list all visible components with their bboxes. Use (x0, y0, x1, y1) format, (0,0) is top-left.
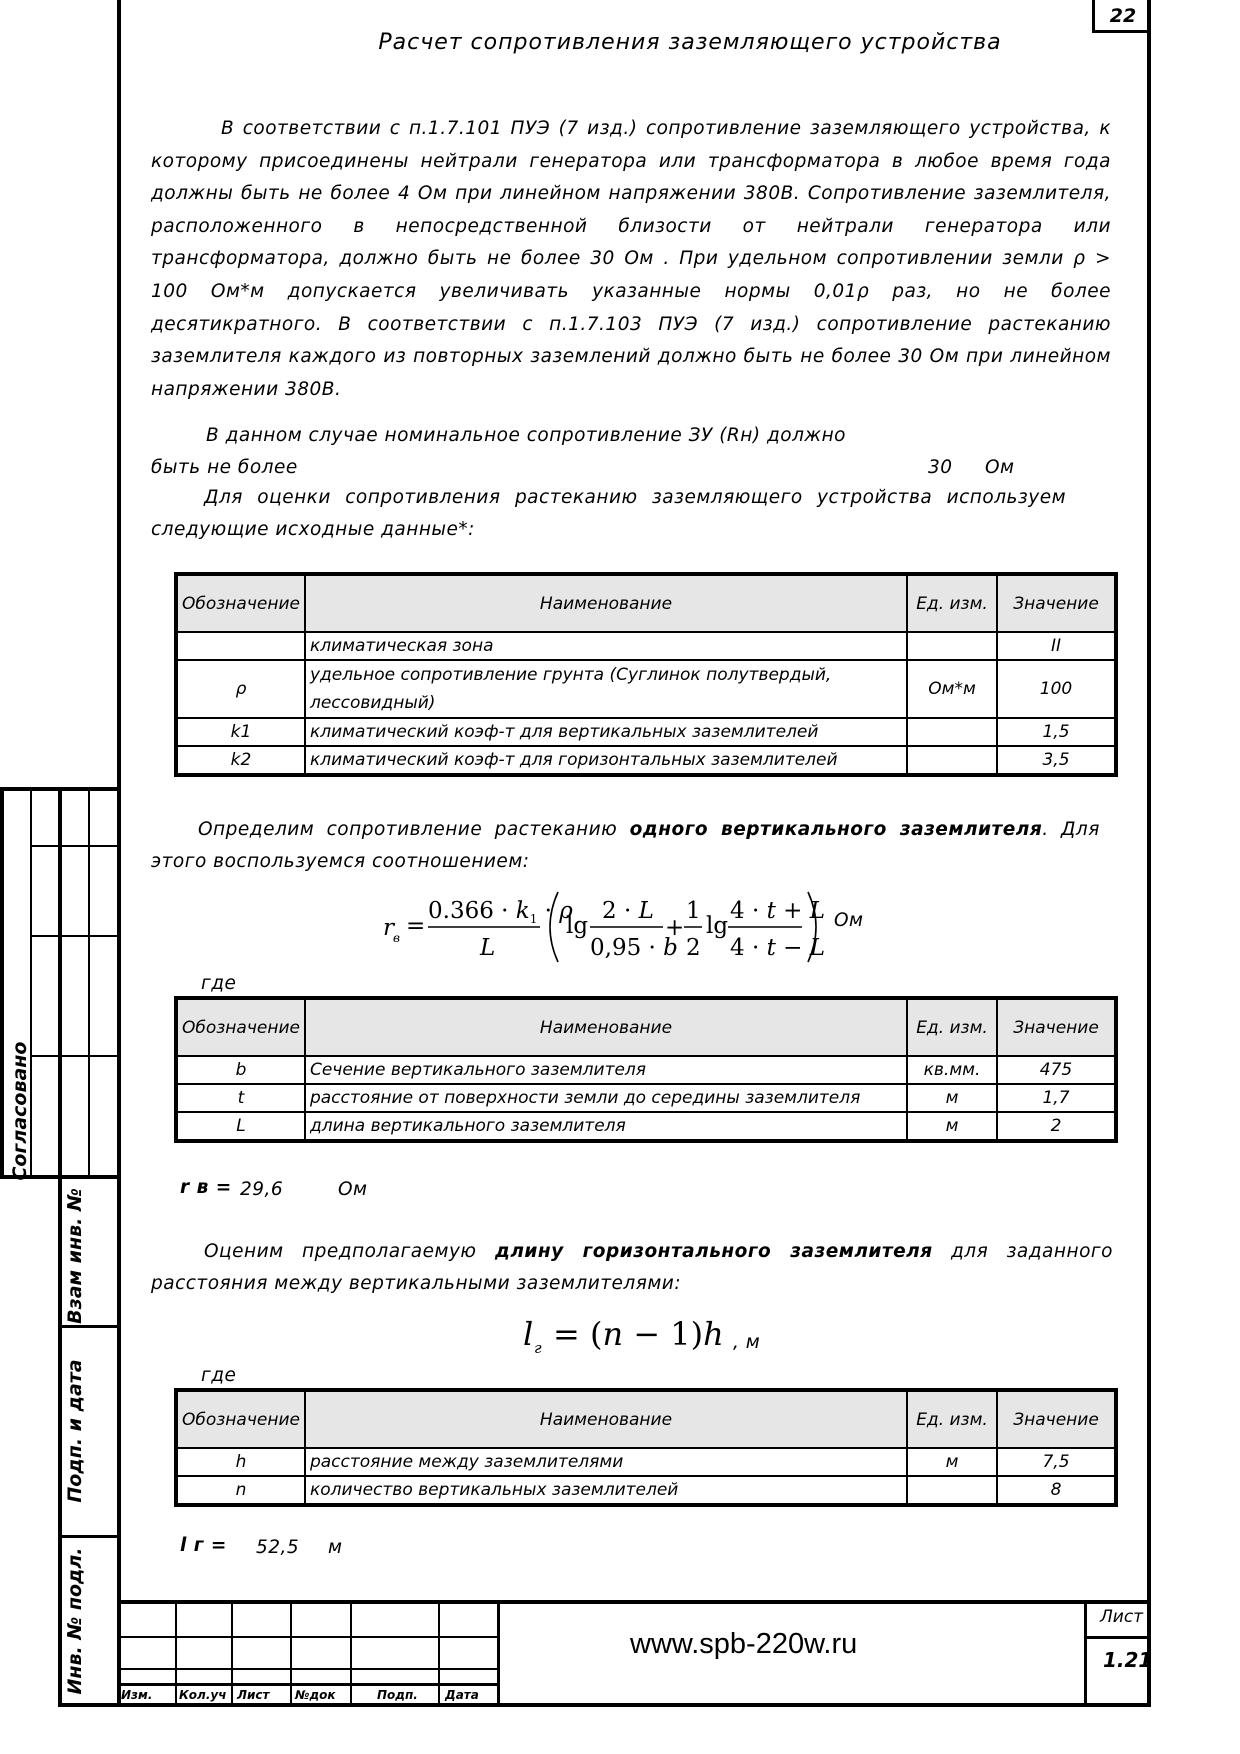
header-value: Значение (997, 1390, 1116, 1448)
rv-value: 29,6 (240, 1179, 284, 1200)
cell-value: 100 (997, 660, 1116, 718)
svg-text:2: 2 (686, 935, 701, 961)
stamp-list: Лист (237, 1688, 270, 1702)
vertical-intro-text: Определим сопротивление растеканию (198, 819, 618, 840)
nominal-value: 30 (928, 457, 953, 478)
cell-unit: кв.мм. (907, 1056, 997, 1084)
cell-symbol: t (176, 1084, 305, 1112)
table-row (176, 1112, 1116, 1141)
nominal-line-2: быть не более (151, 457, 298, 478)
table-row (176, 1056, 1116, 1084)
table-row (176, 632, 1116, 660)
table-row (176, 1084, 1116, 1112)
nominal-line-1: В данном случае номинальное сопротивление ЗУ (Rн) должно (206, 425, 846, 446)
formula-horizontal-unit: , м (733, 1332, 761, 1353)
svg-text:4 · t − L: 4 · t − L (730, 935, 826, 961)
vertical-intro-bold: одного вертикального заземлителя (629, 819, 1043, 840)
stamp-grid (117, 1683, 497, 1686)
cell-name: длина вертикального заземлителя (305, 1112, 907, 1141)
rv-unit: Ом (338, 1179, 368, 1200)
stamp-grid (175, 1604, 177, 1707)
where-label-2: где (201, 1365, 237, 1386)
inv-podl-label: Инв. № подл. (64, 1547, 86, 1695)
stamp-data: Дата (445, 1688, 479, 1702)
cell-value: 1,7 (997, 1084, 1116, 1112)
cell-value: 3,5 (997, 746, 1116, 775)
stamp-grid (497, 1604, 500, 1707)
formula-horizontal-length (515, 1305, 735, 1365)
page-title: Расчет сопротивления заземляющего устройства (378, 30, 1002, 55)
cell-value: 8 (997, 1476, 1116, 1505)
svg-text:2 · L: 2 · L (602, 898, 654, 924)
formula-vertical-resistance (380, 880, 880, 970)
cell-symbol: h (176, 1448, 305, 1476)
svg-text:+: + (665, 915, 685, 941)
stamp-grid (117, 1668, 497, 1670)
table-row (176, 1476, 1116, 1505)
cell-name: расстояние от поверхности земли до середины заземлителя (305, 1084, 907, 1112)
stamp-ndok: №док (295, 1688, 336, 1702)
cell-unit (907, 746, 997, 775)
lg-value: 52,5 (256, 1537, 300, 1558)
cell-unit: м (907, 1448, 997, 1476)
table-row (176, 718, 1116, 746)
stamp-koluch: Кол.уч (179, 1688, 227, 1702)
side-grid (30, 845, 121, 847)
cell-unit: м (907, 1084, 997, 1112)
cell-symbol: k1 (176, 718, 305, 746)
cell-value: 7,5 (997, 1448, 1116, 1476)
cell-symbol: n (176, 1476, 305, 1505)
stamp-grid (290, 1604, 292, 1707)
stamp-grid (1084, 1636, 1147, 1639)
svg-text:4 · t + L: 4 · t + L (730, 898, 826, 924)
header-value: Значение (997, 998, 1116, 1056)
table-row (176, 1448, 1116, 1476)
svg-text:l: l (523, 1315, 534, 1353)
stamp-grid (117, 1636, 497, 1638)
svg-text:в: в (393, 931, 400, 945)
intro-paragraph: В соответствии с п.1.7.101 ПУЭ (7 изд.) сопротивление заземляющего устройства, к которому присоединены нейтрали генератора или трансформатора в любое время года должны быть не более 4 Ом при линейном напряжении 380В. Сопротивление заземлителя, расположенного в непосредственной близости от нейтрали генератора или трансформатора, должно быть не более 30 Ом . При удельном сопротивлении земли ρ > 100 Ом*м допускается увеличивать указанные нормы 0,01ρ раз, но не более десятикратного. В соответствии с п.1.7.103 ПУЭ (7 изд.) сопротивление растеканию заземлителя каждого из повторных заземлений должно быть не более 30 Ом при линейном напряжении 380В. (151, 118, 1111, 400)
header-symbol: Обозначение (176, 1390, 305, 1448)
svg-text:lg: lg (566, 913, 589, 939)
table-row (176, 660, 1116, 718)
cell-symbol: b (176, 1056, 305, 1084)
cell-unit (907, 632, 997, 660)
cell-symbol: ρ (176, 660, 305, 718)
cell-name: расстояние между заземлителями (305, 1448, 907, 1476)
cell-unit: Ом*м (907, 660, 997, 718)
stamp-grid (438, 1604, 440, 1707)
horizontal-params-table (174, 1388, 1118, 1507)
side-grid (30, 1055, 121, 1057)
stamp-podp: Подп. (377, 1688, 418, 1702)
site-url: www.spb-220w.ru (630, 1628, 858, 1660)
header-name: Наименование (305, 1390, 907, 1448)
where-label: где (201, 973, 237, 994)
side-border-bottom (58, 1703, 121, 1707)
sheet-number: 1.21 (1103, 1648, 1153, 1672)
cell-symbol (176, 632, 305, 660)
cell-name: климатический коэф-т для вертикальных заземлителей (305, 718, 907, 746)
horizontal-intro (204, 1241, 1113, 1262)
source-data-table (174, 572, 1118, 777)
svg-text:1: 1 (686, 898, 701, 924)
stamp-grid (350, 1604, 352, 1707)
stamp-izm: Изм. (121, 1688, 153, 1702)
header-name: Наименование (305, 574, 907, 632)
header-unit: Ед. изм. (907, 1390, 997, 1448)
table-row (176, 746, 1116, 775)
svg-text:г: г (534, 1339, 542, 1357)
side-grid (58, 1535, 121, 1538)
vertical-intro (198, 819, 1100, 840)
svg-text:L: L (480, 935, 496, 961)
cell-symbol: L (176, 1112, 305, 1141)
sheet-number-top: 22 (1092, 0, 1151, 33)
rv-label: r в = (180, 1177, 232, 1198)
header-symbol: Обозначение (176, 574, 305, 632)
header-name: Наименование (305, 998, 907, 1056)
lg-label: l г = (180, 1535, 227, 1556)
header-value: Значение (997, 574, 1116, 632)
svg-text:=: = (406, 913, 426, 939)
cell-value: 2 (997, 1112, 1116, 1141)
cell-name: удельное сопротивление грунта (Суглинок полутвердый, лессовидный) (305, 660, 907, 718)
vertical-params-table (174, 996, 1118, 1143)
inv-vzam-label: Взам инв. № (64, 1188, 86, 1324)
lg-unit: м (328, 1537, 343, 1558)
vertical-intro-end: . Для (1042, 819, 1100, 840)
side-border (58, 787, 62, 1707)
cell-unit (907, 1476, 997, 1505)
svg-text:0.366 · k1 · ρ: $0.366 \cdot k_1 \cdot \rho$ (428, 898, 573, 926)
svg-text:0,95 · b: 0,95 · b (590, 935, 678, 961)
horizontal-intro-end: для заданного (950, 1241, 1113, 1262)
cell-value: II (997, 632, 1116, 660)
cell-unit (907, 718, 997, 746)
svg-text:lg: lg (706, 913, 729, 939)
nominal-unit: Ом (985, 457, 1015, 478)
estimate-line-1: Для оценки сопротивления растеканию заземляющего устройства используем (204, 487, 1067, 508)
cell-name: климатическая зона (305, 632, 907, 660)
estimate-line-2: следующие исходные данные*: (151, 519, 475, 540)
header-symbol: Обозначение (176, 998, 305, 1056)
horizontal-intro-bold: длину горизонтального заземлителя (494, 1241, 933, 1262)
svg-text:= (n − 1)h: = (n − 1)h (553, 1315, 724, 1353)
cell-value: 475 (997, 1056, 1116, 1084)
cell-value: 1,5 (997, 718, 1116, 746)
header-unit: Ед. изм. (907, 574, 997, 632)
cell-unit: м (907, 1112, 997, 1141)
cell-symbol: k2 (176, 746, 305, 775)
sheet-label: Лист (1100, 1607, 1144, 1627)
svg-text:r: r (383, 915, 394, 941)
stamp-grid (231, 1604, 233, 1707)
cell-name: климатический коэф-т для горизонтальных заземлителей (305, 746, 907, 775)
header-unit: Ед. изм. (907, 998, 997, 1056)
formula-vertical-unit: Ом (834, 910, 864, 931)
stamp-grid (1084, 1604, 1087, 1707)
cell-name: Сечение вертикального заземлителя (305, 1056, 907, 1084)
sign-date-label: Подп. и дата (64, 1359, 86, 1503)
agreed-label: Согласовано (9, 1041, 31, 1181)
cell-name: количество вертикальных заземлителей (305, 1476, 907, 1505)
horizontal-intro-text: Оценим предполагаемую (204, 1241, 477, 1262)
side-grid (30, 935, 121, 937)
vertical-intro-2: этого воспользуемся соотношением: (151, 851, 530, 872)
horizontal-intro-2: расстояния между вертикальными заземлителями: (151, 1273, 682, 1294)
